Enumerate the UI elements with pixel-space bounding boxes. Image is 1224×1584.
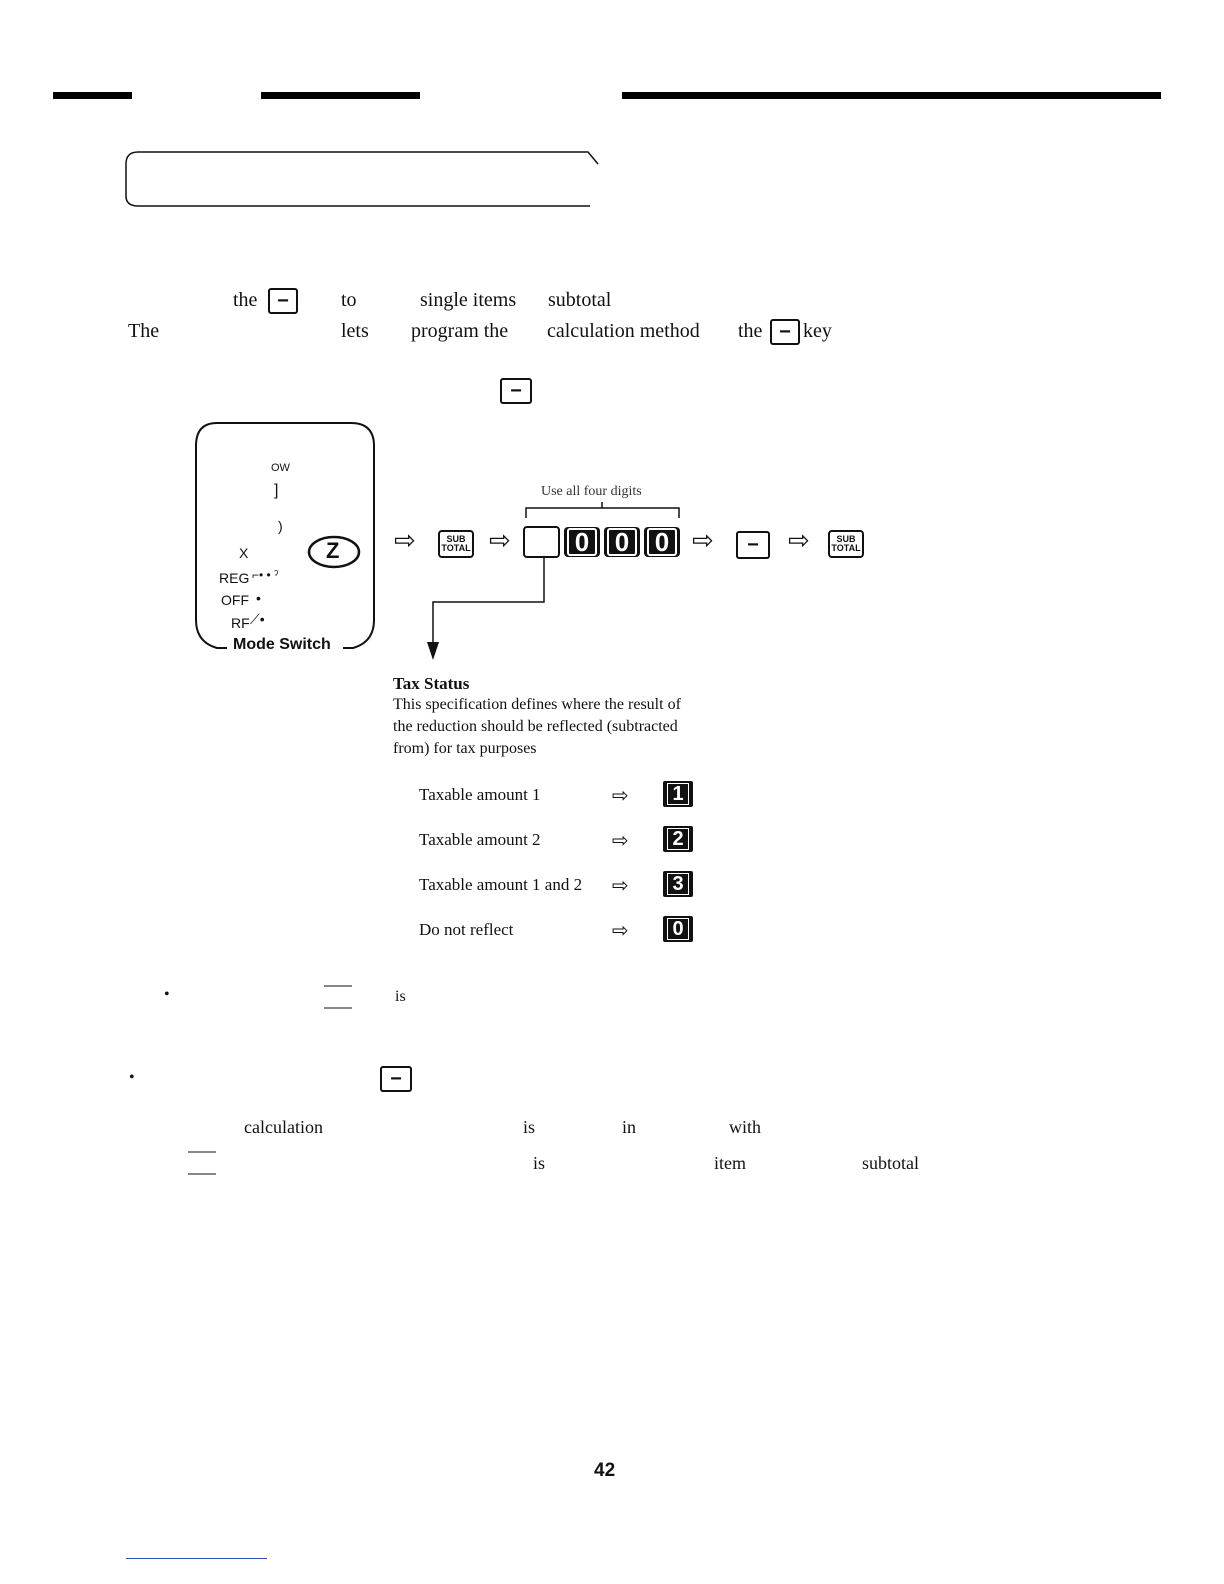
- subtotal-key-top: SUB: [836, 534, 856, 544]
- minus-key: [770, 319, 800, 345]
- section-title-box: [120, 146, 602, 212]
- note2-word-subtotal: subtotal: [862, 1153, 919, 1173]
- subtotal-key: [828, 530, 864, 558]
- sequence-arrow-icon: ⇨: [692, 526, 714, 556]
- mode-bracket-mark: ]: [274, 482, 279, 499]
- tax-option-key-glyph: 2: [667, 828, 688, 850]
- intro-word-to: to: [341, 289, 357, 311]
- option-arrow-icon: ⇨: [612, 873, 629, 897]
- tax-status-desc-line: the reduction should be reflected (subtracted: [393, 718, 678, 735]
- subtotal-key-bottom: TOTAL: [441, 543, 471, 553]
- tax-option-key-glyph: 0: [667, 918, 688, 940]
- option-arrow-icon: ⇨: [612, 783, 629, 807]
- note-key-outline: [186, 1150, 220, 1178]
- minus-key: [380, 1066, 412, 1092]
- tax-option-key-glyph: 3: [667, 873, 688, 895]
- subtotal-key-bottom: TOTAL: [831, 543, 861, 553]
- note-bullet: •: [129, 1069, 135, 1086]
- digits-bracket: [524, 500, 684, 520]
- zero-key: [644, 527, 680, 557]
- minus-key-glyph: −: [779, 321, 791, 343]
- tax-option-label: Taxable amount 2: [419, 830, 541, 849]
- intro-word-the-cap: The: [128, 320, 160, 342]
- note2-word-item: item: [714, 1153, 746, 1173]
- tax-status-title: Tax Status: [393, 674, 470, 693]
- digits-caption: Use all four digits: [541, 484, 642, 499]
- tax-option-key-glyph: 1: [667, 783, 688, 805]
- tax-status-connector: [420, 556, 560, 666]
- sequence-arrow-icon: ⇨: [489, 526, 511, 556]
- intro-word-program-the: program the: [411, 320, 509, 342]
- zero-key-glyph: 0: [567, 528, 597, 556]
- footer-rule: [126, 1558, 267, 1559]
- mode-key-z-letter: Z: [326, 538, 340, 563]
- mode-position-x: X: [239, 545, 249, 561]
- zero-key-glyph: 0: [607, 528, 637, 556]
- mode-position-reg: REG: [219, 570, 250, 586]
- heading-minus-key: [500, 378, 532, 404]
- intro-word-key: key: [803, 320, 832, 342]
- option-arrow-icon: ⇨: [612, 828, 629, 852]
- mode-off-dot: •: [256, 590, 261, 606]
- subtotal-key: [438, 530, 474, 558]
- intro-word-the-2: the: [738, 320, 763, 342]
- note2-word-is-2: is: [533, 1153, 546, 1173]
- minus-key: [736, 531, 770, 559]
- mode-tick-mark: ): [278, 518, 283, 534]
- tax-status-desc-line: This specification defines where the result of: [393, 696, 681, 713]
- subtotal-key-top: SUB: [446, 534, 466, 544]
- minus-key-glyph: −: [747, 534, 759, 556]
- note2-word-with: with: [729, 1117, 762, 1137]
- minus-key-glyph: −: [390, 1068, 402, 1090]
- note-key-outline: [322, 984, 356, 1012]
- zero-key: [604, 527, 640, 557]
- mode-reg-dots: ⌐• • ˀ: [252, 568, 279, 582]
- zero-key-glyph: 0: [647, 528, 677, 556]
- header-rule-left: [53, 92, 132, 99]
- minus-key-glyph: −: [510, 380, 522, 402]
- intro-word-single-items: single items: [420, 289, 517, 311]
- note2-word-in: in: [622, 1117, 637, 1137]
- intro-word-subtotal: subtotal: [548, 289, 612, 311]
- mode-position-off: OFF: [221, 592, 249, 608]
- note-bullet: •: [164, 986, 170, 1003]
- mode-position-ow: OW: [271, 462, 290, 474]
- tax-option-key: [663, 871, 693, 897]
- tax-option-key: [663, 781, 693, 807]
- tax-option-key: [663, 916, 693, 942]
- tax-option-label: Taxable amount 1: [419, 785, 541, 804]
- header-rule-middle: [261, 92, 420, 99]
- mode-position-rf: RF: [231, 615, 250, 631]
- intro-word-lets: lets: [341, 320, 369, 342]
- note2-word-is: is: [523, 1117, 536, 1137]
- page-number: 42: [594, 1460, 616, 1481]
- option-arrow-icon: ⇨: [612, 918, 629, 942]
- tax-option-key: [663, 826, 693, 852]
- intro-word-calculation-method: calculation method: [547, 320, 700, 342]
- minus-key-glyph: −: [277, 290, 289, 312]
- tax-status-digit-box: [523, 526, 560, 558]
- header-rule-right: [622, 92, 1161, 99]
- sequence-arrow-icon: ⇨: [788, 526, 810, 556]
- note1-word-is: is: [395, 988, 406, 1005]
- note2-word-calculation: calculation: [244, 1117, 323, 1137]
- minus-key: [268, 288, 298, 314]
- zero-key: [564, 527, 600, 557]
- tax-status-desc-line: from) for tax purposes: [393, 740, 537, 757]
- mode-switch-title: Mode Switch: [230, 636, 334, 654]
- intro-word-the: the: [233, 289, 258, 311]
- sequence-arrow-icon: ⇨: [394, 526, 416, 556]
- tax-option-label: Do not reflect: [419, 920, 514, 939]
- mode-rf-mark: ⟋•: [250, 611, 265, 627]
- tax-option-label: Taxable amount 1 and 2: [419, 875, 583, 894]
